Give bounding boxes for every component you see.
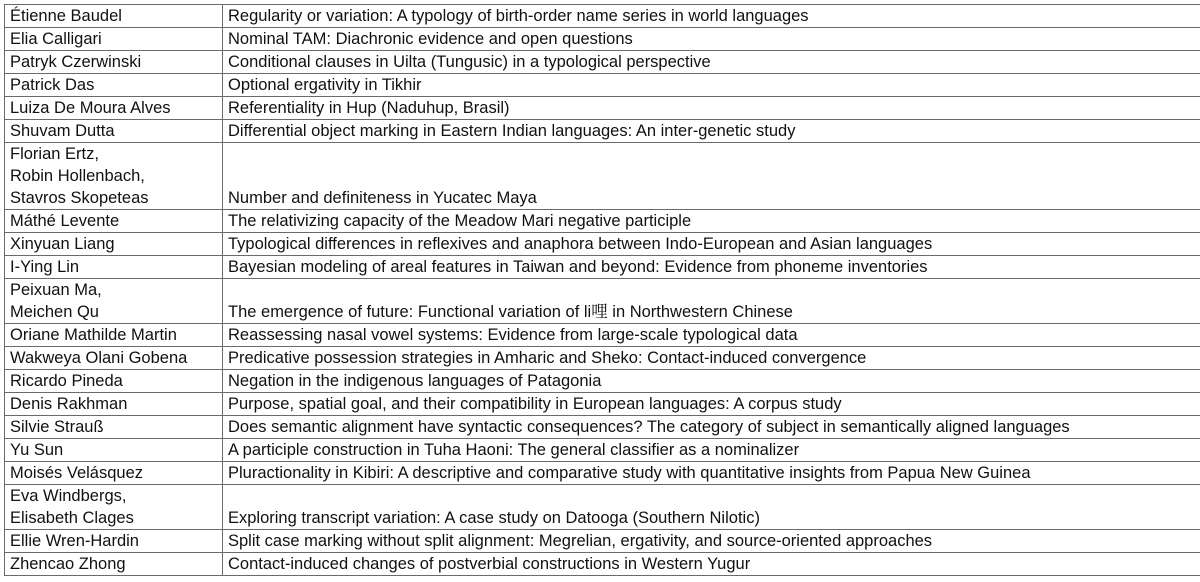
table-row — [5, 347, 1200, 370]
author-cell — [5, 256, 223, 279]
table-row — [5, 97, 1200, 120]
author-name: Patryk Czerwinski — [10, 53, 142, 71]
table-row — [5, 143, 1200, 210]
talk-title: Conditional clauses in Uilta (Tungusic) in a typological perspective — [223, 51, 1200, 74]
author-cell — [5, 120, 223, 143]
author-name: Xinyuan Liang — [10, 235, 115, 253]
author-cell — [5, 233, 223, 256]
table-row — [5, 120, 1200, 143]
table-row — [5, 393, 1200, 416]
table-row — [5, 51, 1200, 74]
talk-title: Negation in the indigenous languages of Patagonia — [223, 370, 1200, 393]
table-row — [5, 439, 1200, 462]
talk-title: Nominal TAM: Diachronic evidence and open questions — [223, 28, 1200, 51]
table-row — [5, 530, 1200, 553]
program-table — [4, 4, 1200, 576]
author-name: Elisabeth Clages — [10, 509, 134, 527]
author-cell — [5, 370, 223, 393]
table-row — [5, 553, 1200, 576]
author-cell — [5, 485, 223, 530]
author-name: Denis Rakhman — [10, 395, 128, 413]
table-row — [5, 416, 1200, 439]
author-name: Robin Hollenbach, — [10, 167, 145, 185]
talk-title: The relativizing capacity of the Meadow Mari negative participle — [223, 210, 1200, 233]
talk-title: Pluractionality in Kibiri: A descriptive and comparative study with quantitative insights from Papua New Guinea — [223, 462, 1200, 485]
author-name: Florian Ertz, — [10, 145, 99, 163]
author-name: Elia Calligari — [10, 30, 102, 48]
author-name: Ellie Wren-Hardin — [10, 532, 139, 550]
author-cell — [5, 279, 223, 324]
author-name: Ricardo Pineda — [10, 372, 123, 390]
table-row — [5, 485, 1200, 530]
author-name: Stavros Skopeteas — [10, 189, 149, 207]
talk-title: Referentiality in Hup (Naduhup, Brasil) — [223, 97, 1200, 120]
table-row — [5, 28, 1200, 51]
author-name: Wakweya Olani Gobena — [10, 349, 188, 367]
table-row — [5, 279, 1200, 324]
talk-title: Predicative possession strategies in Amharic and Sheko: Contact-induced convergence — [223, 347, 1200, 370]
author-name: Patrick Das — [10, 76, 95, 94]
author-cell — [5, 5, 223, 28]
author-cell — [5, 210, 223, 233]
talk-title: Contact-induced changes of postverbial constructions in Western Yugur — [223, 553, 1200, 576]
author-name: I-Ying Lin — [10, 258, 80, 276]
talk-title: Split case marking without split alignment: Megrelian, ergativity, and source-oriented approaches — [223, 530, 1200, 553]
talk-title: Number and definiteness in Yucatec Maya — [223, 143, 1200, 210]
author-cell — [5, 324, 223, 347]
talk-title: A participle construction in Tuha Haoni: The general classifier as a nominalizer — [223, 439, 1200, 462]
talk-title: The emergence of future: Functional variation of li哩 in Northwestern Chinese — [223, 279, 1200, 324]
author-cell — [5, 74, 223, 97]
author-name: Silvie Strauß — [10, 418, 104, 436]
author-cell — [5, 553, 223, 576]
talk-title: Typological differences in reflexives and anaphora between Indo-European and Asian languages — [223, 233, 1200, 256]
table-row — [5, 233, 1200, 256]
talk-title: Differential object marking in Eastern Indian languages: An inter-genetic study — [223, 120, 1200, 143]
author-name: Eva Windbergs, — [10, 487, 127, 505]
author-cell — [5, 530, 223, 553]
author-cell — [5, 416, 223, 439]
author-cell — [5, 347, 223, 370]
author-name: Luiza De Moura Alves — [10, 99, 171, 117]
table-row — [5, 370, 1200, 393]
author-cell — [5, 462, 223, 485]
table-row — [5, 256, 1200, 279]
author-cell — [5, 51, 223, 74]
talk-title: Bayesian modeling of areal features in Taiwan and beyond: Evidence from phoneme inventories — [223, 256, 1200, 279]
author-name: Shuvam Dutta — [10, 122, 115, 140]
talk-title: Optional ergativity in Tikhir — [223, 74, 1200, 97]
author-name: Meichen Qu — [10, 303, 99, 321]
author-cell — [5, 439, 223, 462]
table-row — [5, 462, 1200, 485]
author-cell — [5, 28, 223, 51]
program-table-body — [5, 5, 1200, 576]
author-name: Máthé Levente — [10, 212, 120, 230]
talk-title: Exploring transcript variation: A case study on Datooga (Southern Nilotic) — [223, 485, 1200, 530]
table-row — [5, 210, 1200, 233]
author-cell — [5, 143, 223, 210]
talk-title: Does semantic alignment have syntactic consequences? The category of subject in semantically aligned languages — [223, 416, 1200, 439]
talk-title: Regularity or variation: A typology of birth-order name series in world languages — [223, 5, 1200, 28]
table-row — [5, 74, 1200, 97]
author-cell — [5, 97, 223, 120]
author-name: Oriane Mathilde Martin — [10, 326, 177, 344]
author-name: Peixuan Ma, — [10, 281, 102, 299]
table-row — [5, 5, 1200, 28]
author-name: Yu Sun — [10, 441, 64, 459]
talk-title: Reassessing nasal vowel systems: Evidence from large-scale typological data — [223, 324, 1200, 347]
author-cell — [5, 393, 223, 416]
table-row — [5, 324, 1200, 347]
author-name: Moisés Velásquez — [10, 464, 143, 482]
author-name: Étienne Baudel — [10, 7, 122, 25]
author-name: Zhencao Zhong — [10, 555, 126, 573]
talk-title: Purpose, spatial goal, and their compatibility in European languages: A corpus study — [223, 393, 1200, 416]
